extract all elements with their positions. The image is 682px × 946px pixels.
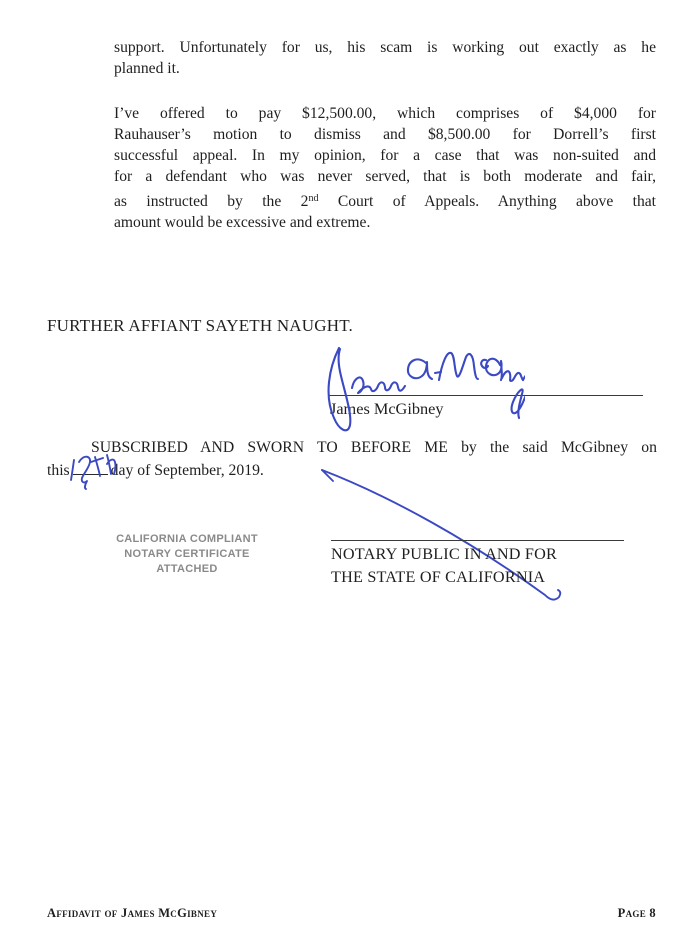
signature-j-loop — [329, 348, 351, 430]
footer-document-title: Affidavit of James McGibney — [47, 906, 218, 920]
paragraph-2-superscript-line — [114, 188, 656, 212]
stamp-line-1: CALIFORNIA COMPLIANT — [116, 533, 258, 545]
pen-stroke-ink — [312, 460, 572, 615]
handwritten-signature-ink — [295, 338, 525, 448]
notary-title-block — [331, 543, 557, 589]
stamp-line-2: NOTARY CERTIFICATE — [124, 548, 250, 560]
notary-title-line-2: THE STATE OF CALIFORNIA — [331, 568, 546, 586]
paragraph-1 — [114, 37, 656, 80]
footer-page-number: Page 8 — [617, 906, 656, 920]
notary-signature-line — [331, 540, 624, 541]
date-digit-2 — [79, 457, 90, 489]
paragraph-1-justified — [114, 37, 656, 58]
sworn-line-1: SUBSCRIBED AND SWORN TO BEFORE ME by the said McGibney on — [91, 439, 657, 456]
text-line: support. Unfortunately for us, his scam is working out exactly as he — [114, 39, 656, 56]
notary-stamp — [97, 532, 277, 577]
text-line: successful appeal. In my opinion, for a case that was non-suited and — [114, 147, 656, 165]
sworn-line2-post: day of September, 2019. — [110, 461, 264, 479]
stamp-line-3: ATTACHED — [156, 563, 218, 575]
signature-ames — [352, 377, 405, 393]
signature-a — [408, 359, 432, 379]
signature-ibney — [502, 371, 523, 381]
paragraph-1-lastline: planned it. — [114, 60, 180, 78]
handwritten-date-ink — [60, 447, 130, 492]
signer-typed-name: James McGibney — [330, 399, 444, 418]
notary-title-line-1: NOTARY PUBLIC IN AND FOR — [331, 545, 557, 563]
date-digit-1 — [71, 460, 74, 480]
page-footer — [47, 906, 656, 921]
further-affiant-line: FURTHER AFFIANT SAYETH NAUGHT. — [47, 316, 353, 335]
date-h — [107, 455, 115, 474]
paragraph-2-lastline: amount would be excessive and extreme. — [114, 214, 371, 232]
signature-g — [486, 359, 502, 380]
text-line: Rauhauser’s motion to dismiss and $8,500.00 for Dorrell’s first — [114, 125, 656, 143]
body-paragraphs — [114, 37, 656, 233]
signature-m — [439, 353, 478, 380]
sworn-line2-pre: this — [47, 461, 70, 479]
paragraph-2-justified — [114, 103, 656, 188]
ordinal-superscript: nd — [308, 192, 319, 204]
text-line: I’ve offered to pay $12,500.00, which comprises of $4,000 for — [114, 104, 656, 122]
text-line: for a defendant who was never served, that is both moderate and fair, — [114, 168, 656, 186]
line-text: Court of Appeals. Anything above that — [318, 192, 656, 210]
line-text: as instructed by the 2 — [114, 192, 309, 210]
paragraph-2 — [114, 103, 656, 234]
